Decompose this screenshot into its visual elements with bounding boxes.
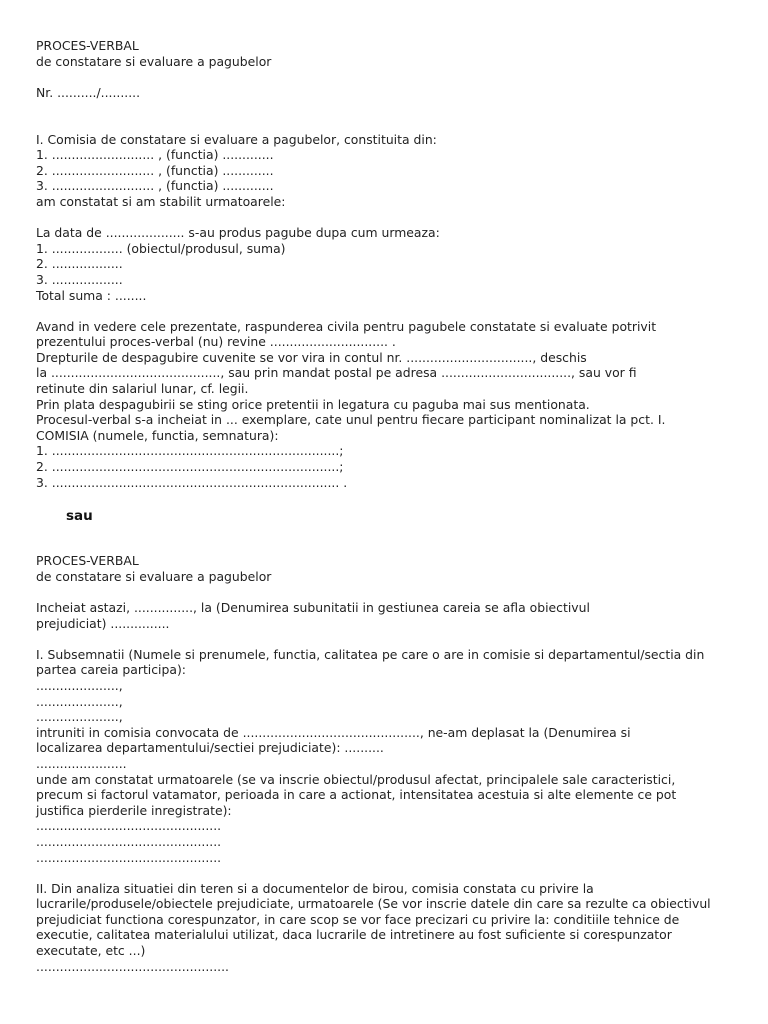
undersigned-line: ....................., xyxy=(36,693,123,709)
undersigned-line: I. Subsemnatii (Numele si prenumele, functia, calitatea pe care o are in comisie si departamentul/sectia din xyxy=(36,646,705,662)
undersigned-line: localizarea departamentului/sectiei prejudiciate): .......... xyxy=(36,740,384,756)
separator-or: sau xyxy=(66,508,93,525)
damage-total: Total suma : ........ xyxy=(36,287,147,303)
analysis-line: executie, calitatea materialului utilizat, daca lucrarile de intretinere au fost suficiente si corespunzator xyxy=(36,927,672,943)
document-subtitle: de constatare si evaluare a pagubelor xyxy=(36,53,272,69)
liability-paragraph-line: Procesul-verbal s-a incheiat in ... exemplare, cate unul pentru fiecare participant nominalizat la pct. I. xyxy=(36,412,666,428)
document-subtitle-alt: de constatare si evaluare a pagubelor xyxy=(36,568,272,584)
damage-item: 3. .................. xyxy=(36,271,123,287)
liability-paragraph-line: Avand in vedere cele prezentate, raspunderea civila pentru pagubele constatate si evaluate potrivit xyxy=(36,318,657,334)
undersigned-line: ............................................... xyxy=(36,818,222,834)
concluded-line: Incheiat astazi, ..............., la (Denumirea subunitatii in gestiunea careia se afla obiectivul xyxy=(36,600,590,615)
signature-line: 2. .........................................................................; xyxy=(36,459,344,475)
damage-date: La data de .................... s-au produs pagube dupa cum urmeaza: xyxy=(36,225,440,241)
document-title-alt: PROCES-VERBAL xyxy=(36,553,139,569)
analysis-line: prejudiciat functiona corespunzator, in care scop se vor face precizari cu privire la: conditiile tehnice de xyxy=(36,911,680,927)
undersigned-line: unde am constatat urmatoarele (se va inscrie obiectul/produsul afectat, principalele sale caracteristici, xyxy=(36,771,676,787)
liability-paragraph-line: retinute din salariul lunar, cf. legii. xyxy=(36,381,249,397)
analysis-line: executate, etc ...) xyxy=(36,943,146,959)
undersigned-line: ....................., xyxy=(36,709,123,725)
signature-line: 3. ......................................................................... . xyxy=(36,474,348,490)
committee-member: 1. .......................... , (functia) ............. xyxy=(36,147,274,163)
analysis-line: ................................................. xyxy=(36,958,229,974)
undersigned-line: ............................................... xyxy=(36,833,222,849)
signature-line: 1. .........................................................................; xyxy=(36,443,344,459)
document-number: Nr. ........../.......... xyxy=(36,84,141,100)
document-page xyxy=(36,38,736,974)
undersigned-line: justifica pierderile inregistrate): xyxy=(36,802,232,818)
undersigned-line: precum si factorul vatamator, perioada in care a actionat, intensitatea acestuia si alte elemente ce pot xyxy=(36,787,677,803)
liability-paragraph-line: Prin plata despagubirii se sting orice pretentii in legatura cu paguba mai sus mentionata. xyxy=(36,396,590,412)
analysis-line: lucrarile/produsele/obiectele prejudiciate, urmatoarele (Se vor inscrie datele din care sa rezulte ca obiectivul xyxy=(36,896,711,912)
liability-paragraph-line: la ..........................................., sau prin mandat postal pe adresa ................................., sau vor fi xyxy=(36,365,637,381)
undersigned-line: ....................., xyxy=(36,677,123,693)
committee-member: 2. .......................... , (functia) ............. xyxy=(36,162,274,178)
document-title: PROCES-VERBAL xyxy=(36,38,139,53)
committee-signature-heading: COMISIA (numele, functia, semnatura): xyxy=(36,427,279,443)
undersigned-line: ....................... xyxy=(36,755,127,771)
undersigned-line: ............................................... xyxy=(36,849,222,865)
liability-paragraph-line: Drepturile de despagubire cuvenite se vor vira in contul nr. ................................, deschis xyxy=(36,349,587,365)
damage-item: 2. .................. xyxy=(36,256,123,272)
analysis-line: II. Din analiza situatiei din teren si a documentelor de birou, comisia constata cu privire la xyxy=(36,880,594,896)
undersigned-line: intruniti in comisia convocata de ............................................., ne-am deplasat la (Denumirea si xyxy=(36,724,631,740)
committee-intro: I. Comisia de constatare si evaluare a pagubelor, constituita din: xyxy=(36,131,437,147)
committee-member: 3. .......................... , (functia) ............. xyxy=(36,178,274,194)
liability-paragraph-line: prezentului proces-verbal (nu) revine .............................. . xyxy=(36,334,396,350)
undersigned-line: partea careia participa): xyxy=(36,662,186,678)
concluded-line: prejudiciat) ............... xyxy=(36,615,170,631)
findings-intro: am constatat si am stabilit urmatoarele: xyxy=(36,193,286,209)
damage-item: 1. .................. (obiectul/produsul, suma) xyxy=(36,240,286,256)
